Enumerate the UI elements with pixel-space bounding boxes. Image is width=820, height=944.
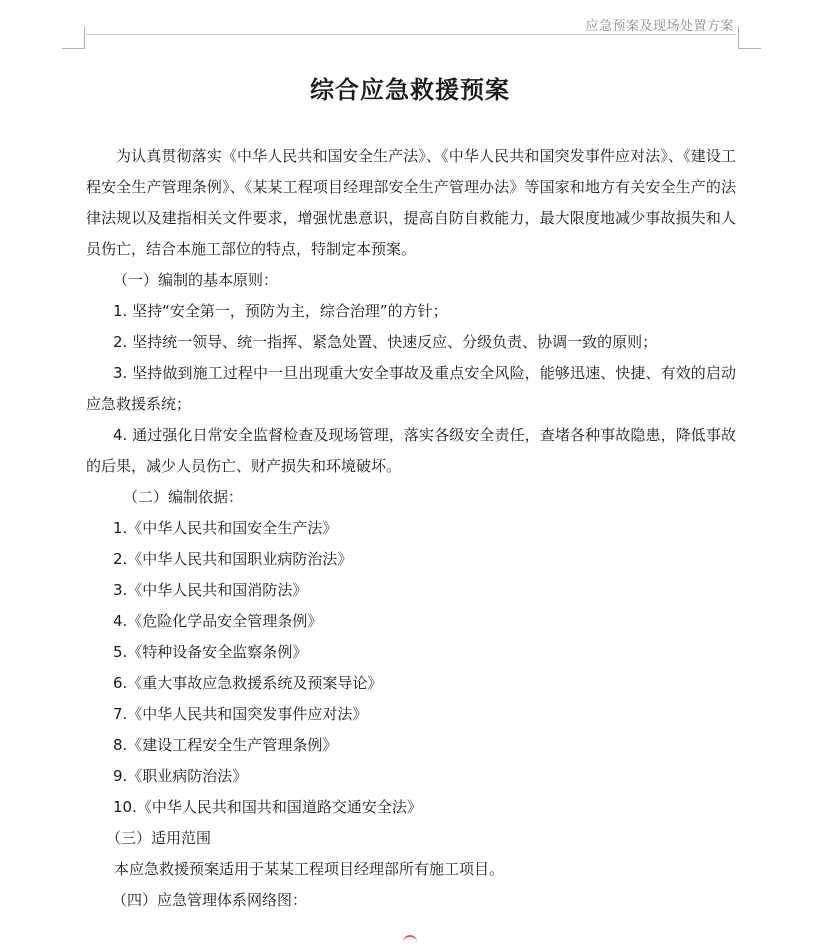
principle-item: 4. 通过强化日常安全监督检查及现场管理，落实各级安全责任，查堵各种事故隐患，降低事故的后果，减少人员伤亡、财产损失和环境破坏。 [86,426,736,475]
header-rule [86,34,736,35]
basis-item: 6.《重大事故应急救援系统及预案导论》 [113,674,383,692]
section-heading-network: （四）应急管理体系网络图： [112,891,308,909]
document-body [86,141,736,916]
basis-item: 1.《中华人民共和国安全生产法》 [113,519,338,537]
basis-item: 5.《特种设备安全监察条例》 [113,643,308,661]
crop-mark-top-left [62,26,85,49]
principle-item: 2. 坚持统一领导、统一指挥、紧急处置、快速反应、分级负责、协调一致的原则； [113,333,658,351]
basis-item: 8.《建设工程安全生产管理条例》 [113,736,338,754]
section-heading-basis: （二）编制依据： [123,488,244,506]
running-header: 应急预案及现场处置方案 [585,19,734,34]
crop-mark-top-right [738,26,761,49]
basis-item: 4.《危险化学品安全管理条例》 [113,612,323,630]
basis-item: 2.《中华人民共和国职业病防治法》 [113,550,353,568]
intro-paragraph: 为认真贯彻落实《中华人民共和国安全生产法》、《中华人民共和国突发事件应对法》、《建设工程安全生产管理条例》、《某某工程项目经理部安全生产管理办法》等国家和地方有关安全生产的法律法规以及建指相关文件要求，增强忧患意识，提高自防自救能力，最大限度地减少事故损失和人员伤亡，结合本施工部位的特点，特制定本预案。 [86,147,736,258]
principle-item: 3. 坚持做到施工过程中一旦出现重大安全事故及重点安全风险，能够迅速、快捷、有效的启动应急救援系统； [86,364,736,413]
basis-item: 7.《中华人民共和国突发事件应对法》 [113,705,368,723]
section-heading-scope: （三）适用范围 [106,829,212,847]
basis-item: 3.《中华人民共和国消防法》 [113,581,308,599]
principle-item: 1. 坚持“安全第一，预防为主，综合治理”的方针； [113,302,448,320]
document-title: 综合应急救援预案 [310,76,510,104]
section-heading-principles: （一）编制的基本原则： [113,271,279,289]
diagram-fragment [403,935,417,944]
basis-item: 9.《职业病防治法》 [113,767,248,785]
basis-item: 10.《中华人民共和国共和国道路交通安全法》 [113,798,422,816]
scope-paragraph: 本应急救援预案适用于某某工程项目经理部所有施工项目。 [114,860,505,878]
